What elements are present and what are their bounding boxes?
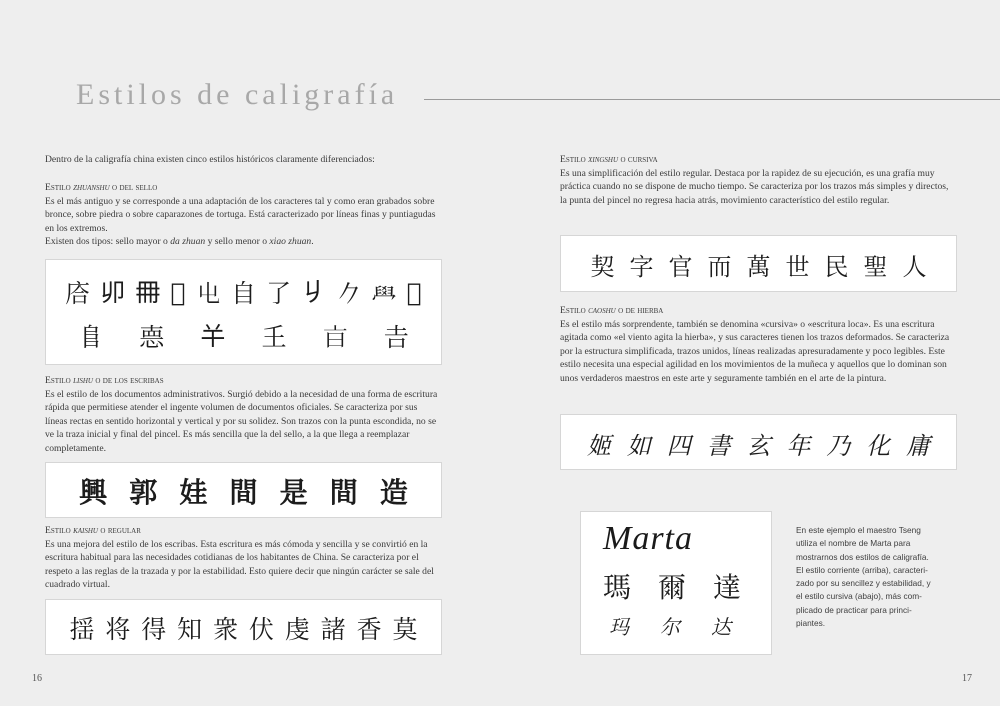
caoshu-sample xyxy=(560,414,957,470)
calligraphy-char: 𢀳 xyxy=(406,277,422,307)
zhuanshu-sample xyxy=(45,259,442,365)
section-body-types: Existen dos tipos: sello mayor o da zhuan y sello menor o xiao zhuan. xyxy=(45,236,314,248)
calligraphy-char: 玄 xyxy=(746,431,771,460)
section-caoshu xyxy=(560,304,956,386)
calligraphy-char: 萬 xyxy=(746,252,771,281)
calligraphy-char: 聖 xyxy=(863,252,888,281)
calligraphy-char: 了 xyxy=(266,279,292,308)
intro-paragraph: Dentro de la caligrafía china existen cinco estilos históricos claramente diferenciados: xyxy=(45,154,375,165)
section-heading: Estilo xingshu o cursiva xyxy=(560,154,658,165)
calligraphy-char: 化 xyxy=(866,431,891,460)
calligraphy-char: 𢛳 xyxy=(139,323,165,352)
calligraphy-char: 𠨍 xyxy=(100,277,126,307)
xingshu-sample xyxy=(560,235,957,292)
calligraphy-char: 姬 xyxy=(586,431,611,460)
calligraphy-char: 書 xyxy=(706,431,731,460)
section-xingshu xyxy=(560,153,956,207)
calligraphy-char: 将 xyxy=(105,615,131,644)
page-title: Estilos de caligrafía xyxy=(76,78,399,111)
marta-regular-row xyxy=(603,568,741,604)
calligraphy-char: 自 xyxy=(230,279,256,308)
calligraphy-char: 間 xyxy=(329,476,358,509)
calligraphy-char: 間 xyxy=(229,476,258,509)
page-number-right: 17 xyxy=(962,673,972,684)
section-body: Es el más antiguo y se corresponde a una adaptación de los caracteres tal y como eran grabados sobre bronce, sobre piedra o sobre caparazones de tortuga. Está caracterizado por líneas finas y puntiagudas en los extremos. xyxy=(45,195,436,234)
calligraphy-char: 揺 xyxy=(69,615,95,644)
calligraphy-char: 知 xyxy=(177,615,203,644)
calligraphy-char: 𡳾 xyxy=(195,278,221,308)
calligraphy-char: 乃 xyxy=(826,431,851,460)
calligraphy-char: 𢈈 xyxy=(65,279,91,308)
marta-cursive-row xyxy=(609,610,731,640)
calligraphy-char: 衆 xyxy=(213,615,239,644)
section-body: Es una mejora del estilo de los escribas. Esta escritura es más cómoda y sencilla y se convirtió en la escritura habitual para las necesidades cotidianas de los habitantes de China. Se caracteriza por el respeto a las reglas de la trazada y por la estabilidad. Esto quiere decir que ningún carácter se sale del cuadrado virtual. xyxy=(45,538,434,591)
calligraphy-char: 人 xyxy=(902,252,927,281)
calligraphy-char: 𠮷 xyxy=(383,323,409,352)
kaishu-row xyxy=(46,608,441,648)
caoshu-row xyxy=(561,423,956,463)
lishu-row xyxy=(46,471,441,511)
calligraphy-char: 是 xyxy=(279,476,308,509)
calligraphy-char: 香 xyxy=(356,615,382,644)
calligraphy-char: 𡈼 xyxy=(261,323,287,352)
section-body: Es el estilo más sorprendente, también se denomina «cursiva» o «escritura loca». Es una escritura agitada como «el viento agita la hierba», y sus caracteres tienen los trazos deformados. Se caracteriza por la estructura simplificada, trazos unidos, líneas realizadas apresuradamente y poco legibles. Este estilo necesita una especial agilidad en los movimientos de la muñeca y aquellos que lo dominan son unos verdaderos maestros en este arte y seguramente también en el arte de la pintura. xyxy=(560,318,950,384)
calligraphy-char: 尔 xyxy=(660,614,680,639)
calligraphy-char: 年 xyxy=(786,431,811,460)
xingshu-row xyxy=(561,244,956,284)
calligraphy-char: 郭 xyxy=(129,476,158,509)
calligraphy-char: 虔 xyxy=(284,615,310,644)
marta-caption: En este ejemplo el maestro Tseng utiliza el nombre de Marta para mostrarnos dos estilos de caligrafía. El estilo corriente (arriba), caracteri-zado por su sencillez y estabilidad, y el estilo cursiva (abajo), más com-plicado de practicar para princi-piantes. xyxy=(796,525,931,629)
calligraphy-char: 瑪 xyxy=(603,571,632,604)
page-number-left: 16 xyxy=(32,673,42,684)
calligraphy-char: 莫 xyxy=(392,615,418,644)
calligraphy-char: 伏 xyxy=(248,615,274,644)
calligraphy-char: 世 xyxy=(785,252,810,281)
calligraphy-char: 庸 xyxy=(905,431,930,460)
calligraphy-char: 达 xyxy=(711,614,731,639)
calligraphy-char: 玛 xyxy=(609,614,629,639)
calligraphy-char: 造 xyxy=(379,476,408,509)
calligraphy-char: 官 xyxy=(668,252,693,281)
calligraphy-char: 契 xyxy=(590,252,615,281)
kaishu-sample xyxy=(45,599,442,655)
calligraphy-char: 𠕋 xyxy=(135,277,161,307)
calligraphy-char: 得 xyxy=(141,615,167,644)
calligraphy-char: 𠂊 xyxy=(336,279,362,308)
section-heading: Estilo lishu o de los escribas xyxy=(45,375,164,386)
calligraphy-char: 達 xyxy=(712,571,741,604)
section-heading: Estilo zhuanshu o del sello xyxy=(45,182,158,193)
section-heading: Estilo caoshu o de hierba xyxy=(560,305,664,316)
section-heading: Estilo kaishu o regular xyxy=(45,525,141,536)
calligraphy-char: 字 xyxy=(629,252,654,281)
calligraphy-char: 民 xyxy=(824,252,849,281)
section-body: Es una simplificación del estilo regular. Destaca por la rapidez de su ejecución, es una grafía muy práctica cuando no se dispone de mucho tiempo. Se caracteriza por los trazos más simples y directos, la punta del pincel no regresa hacia atrás, movimiento característico del estilo regular. xyxy=(560,167,949,206)
calligraphy-char: 諸 xyxy=(320,615,346,644)
calligraphy-char: 𠂈 xyxy=(301,277,327,307)
calligraphy-char: 如 xyxy=(626,431,651,460)
section-lishu xyxy=(45,374,441,456)
calligraphy-char: 爾 xyxy=(657,571,686,604)
zhuanshu-row-major xyxy=(46,274,441,310)
calligraphy-char: 𢆉 xyxy=(200,321,226,351)
calligraphy-char: 𦓤 xyxy=(170,277,186,307)
marta-sample xyxy=(580,511,772,655)
calligraphy-char: 𦥯 xyxy=(371,279,397,308)
section-kaishu xyxy=(45,524,441,592)
marta-latin: Marta xyxy=(603,520,693,557)
lishu-sample xyxy=(45,462,442,518)
calligraphy-char: 𣅀 xyxy=(322,322,348,352)
title-rule xyxy=(424,99,1000,100)
intro-text xyxy=(45,153,440,167)
calligraphy-char: 四 xyxy=(666,431,691,460)
zhuanshu-row-minor xyxy=(46,318,441,354)
calligraphy-char: 興 xyxy=(79,476,108,509)
calligraphy-char: 而 xyxy=(707,252,732,281)
section-body: Es el estilo de los documentos administrativos. Surgió debido a la necesidad de una forma de escritura rápida que permitiese atender el ingente volumen de documentos oficiales. Se caracteriza por sus líneas rectas en sentido horizontal y vertical y por su solidez. Son trazos con la punta escondida, no se ve la traza inicial y final del pincel. Es más sencilla que la del sello, a la que llega a reemplazar completamente. xyxy=(45,388,438,454)
calligraphy-char: 𨸏 xyxy=(78,323,104,352)
section-zhuanshu xyxy=(45,181,441,249)
calligraphy-char: 娃 xyxy=(179,476,208,509)
